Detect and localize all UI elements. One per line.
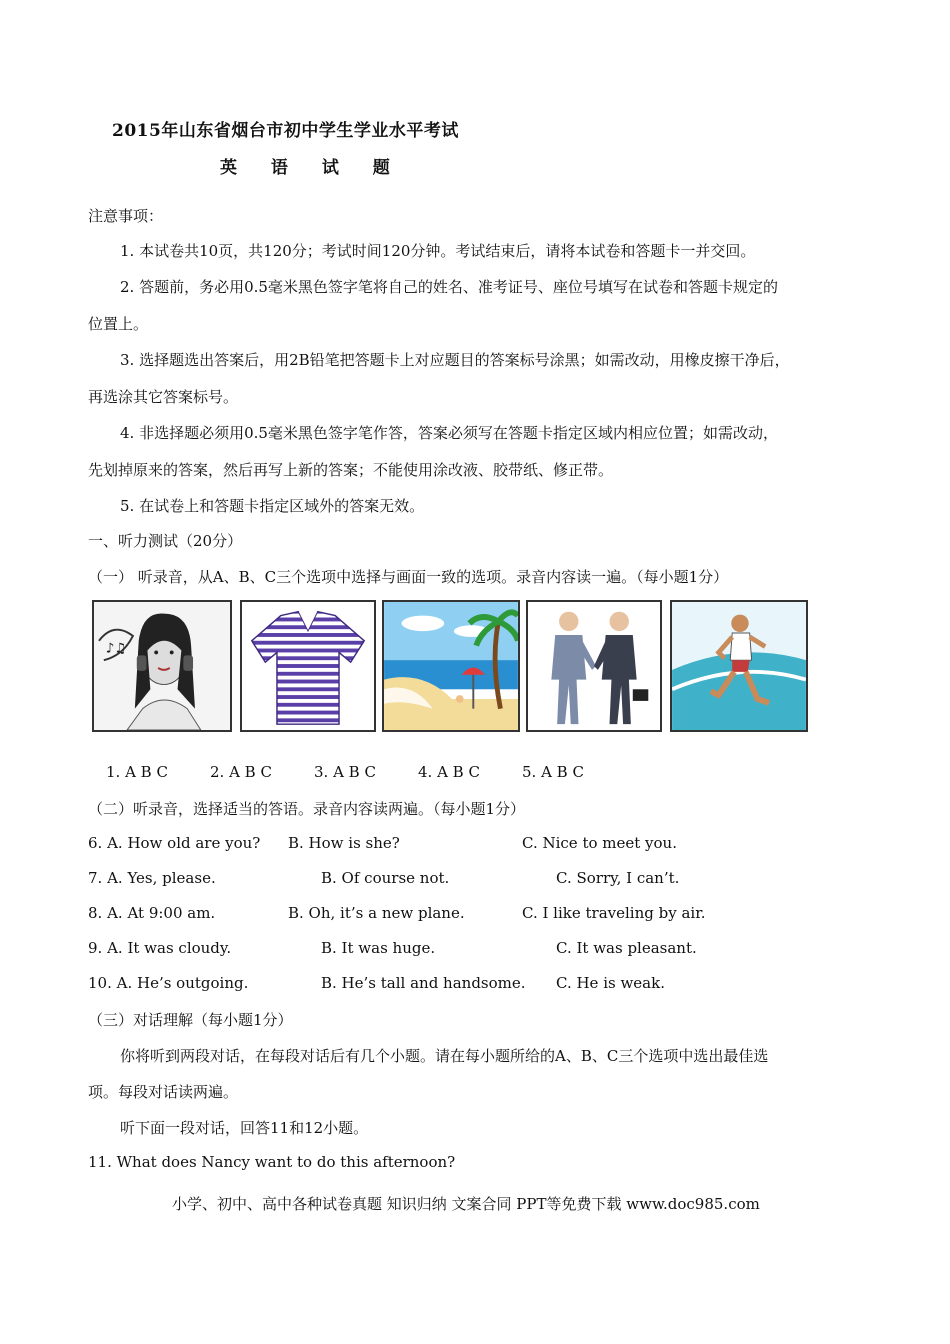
picture-label: 4. A B C (418, 763, 480, 781)
part3-instructions: 你将听到两段对话，在每段对话后有几个小题。请在每小题所给的A、B、C三个选项中选出最佳选 (120, 1047, 769, 1065)
page-footer: 小学、初中、高中各种试卷真题 知识归纳 文案合同 PPT等免费下载 www.doc985.com (172, 1195, 760, 1213)
note-line: 位置上。 (88, 315, 149, 333)
note-line: 2. 答题前，务必用0.5毫米黑色签字笔将自己的姓名、准考证号、座位号填写在试卷和答题卡规定的 (120, 278, 778, 296)
question-option: 7. A. Yes, please. (88, 869, 216, 887)
note-line: 1. 本试卷共10页，共120分；考试时间120分钟。考试结束后，请将本试卷和答题卡一并交回。 (120, 242, 756, 260)
beach-umbrella-image (382, 600, 520, 732)
question-option: B. Oh, it’s a new plane. (288, 904, 465, 922)
question-option: B. He’s tall and handsome. (321, 974, 526, 992)
part3-heading: （三）对话理解（每小题1分） (88, 1011, 293, 1029)
note-line: 4. 非选择题必须用0.5毫米黑色签字笔作答，答案必须写在答题卡指定区域内相应位置；如需改动， (120, 424, 778, 442)
section-heading: 一、听力测试（20分） (88, 532, 243, 550)
notes-heading: 注意事项： (88, 207, 164, 225)
question-option: B. How is she? (288, 834, 400, 852)
runner-image (670, 600, 808, 732)
question-option: C. I like traveling by air. (522, 904, 706, 922)
part1-instructions: （一） 听录音，从A、B、C三个选项中选择与画面一致的选项。录音内容读一遍。（每小题1分） (88, 568, 729, 586)
part2-instructions: （二）听录音，选择适当的答语。录音内容读两遍。（每小题1分） (88, 800, 526, 818)
question-option: 9. A. It was cloudy. (88, 939, 232, 957)
note-line: 3. 选择题选出答案后，用2B铅笔把答题卡上对应题目的答案标号涂黑；如需改动，用橡皮擦干净后， (120, 351, 790, 369)
part3-instructions: 项。每段对话读两遍。 (88, 1083, 239, 1101)
question-option: B. Of course not. (321, 869, 450, 887)
businessmen-handshake-image (526, 600, 662, 732)
question-option: 10. A. He’s outgoing. (88, 974, 249, 992)
picture-label: 2. A B C (210, 763, 272, 781)
question-option: B. It was huge. (321, 939, 436, 957)
picture-label: 3. A B C (314, 763, 376, 781)
question-option: C. Nice to meet you. (522, 834, 677, 852)
striped-polo-shirt-image (240, 600, 376, 732)
question-option: 8. A. At 9:00 am. (88, 904, 216, 922)
part3-instructions: 听下面一段对话，回答11和12小题。 (120, 1119, 369, 1137)
question-option: C. Sorry, I can’t. (556, 869, 680, 887)
note-line: 先划掉原来的答案，然后再写上新的答案；不能使用涂改液、胶带纸、修正带。 (88, 461, 614, 479)
picture-label: 5. A B C (522, 763, 584, 781)
question-option: C. It was pleasant. (556, 939, 697, 957)
page-subtitle: 英 语 试 题 (220, 158, 404, 178)
question-option: 6. A. How old are you? (88, 834, 261, 852)
svg-text:♪♫: ♪♫ (105, 640, 127, 657)
note-line: 5. 在试卷上和答题卡指定区域外的答案无效。 (120, 497, 425, 515)
girl-with-headphones-image (92, 600, 232, 732)
page-title: 2015年山东省烟台市初中学生学业水平考试 (112, 121, 459, 141)
note-line: 再选涂其它答案标号。 (88, 388, 239, 406)
question-option: C. He is weak. (556, 974, 665, 992)
question-11: 11. What does Nancy want to do this afternoon? (88, 1153, 456, 1171)
picture-label: 1. A B C (106, 763, 168, 781)
